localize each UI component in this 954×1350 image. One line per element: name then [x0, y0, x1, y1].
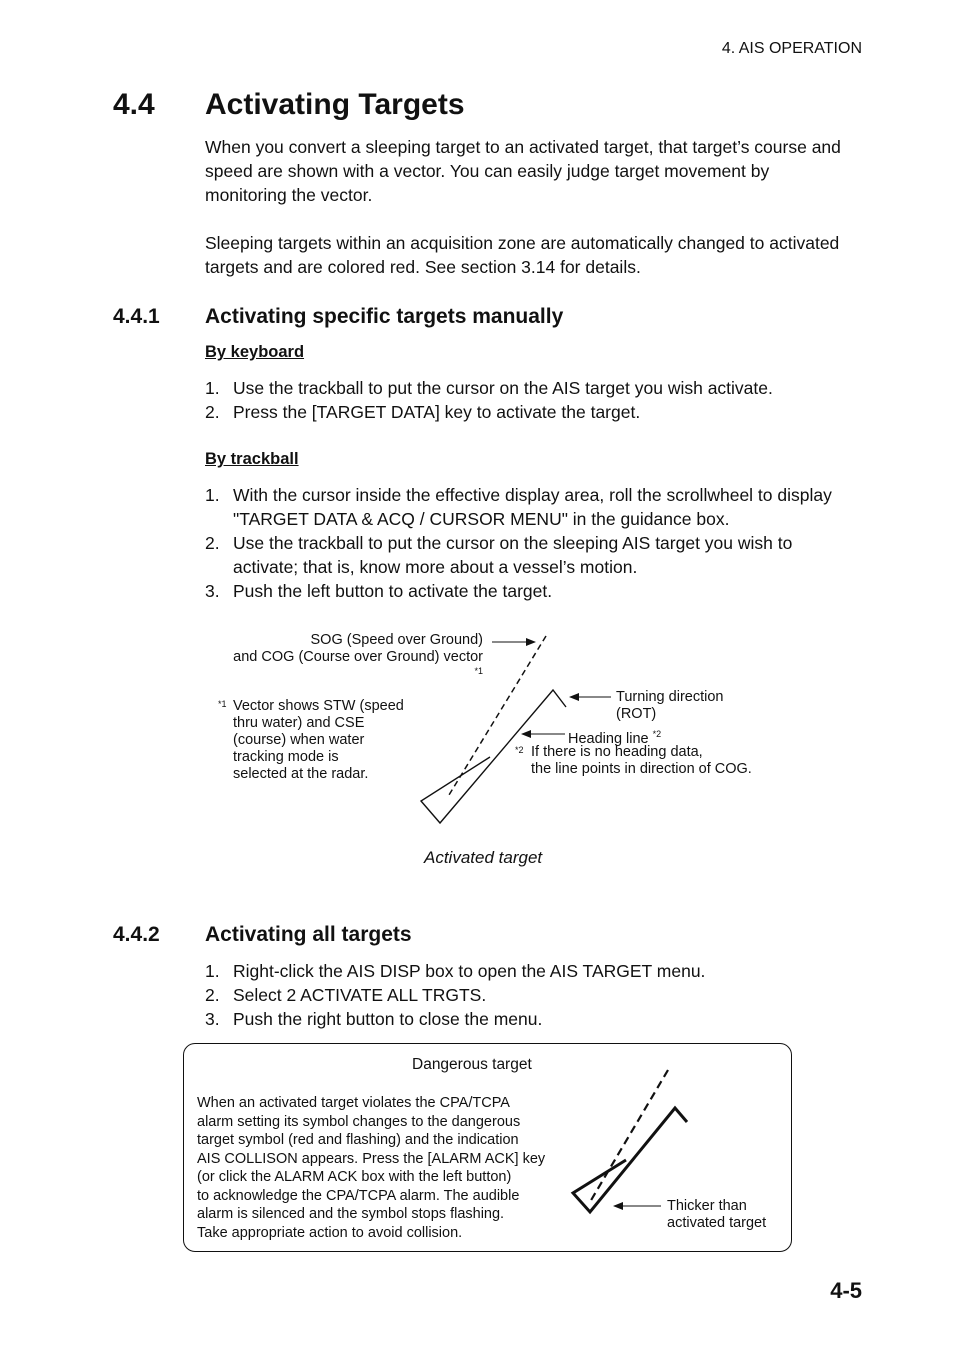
footnote-2-line1: If there is no heading data,: [531, 744, 703, 760]
danger-line: AIS COLLISON appears. Press the [ALARM ACK] key: [197, 1150, 546, 1167]
section-number: 4.4: [113, 88, 155, 121]
turning-label-line1: Turning direction: [616, 689, 724, 705]
dangerous-target-diagram: [0, 1040, 954, 1260]
danger-box-title: Dangerous target: [412, 1056, 532, 1073]
figure-caption: Activated target: [424, 848, 543, 867]
step-text: Press the [TARGET DATA] key to activate the target.: [233, 402, 641, 422]
danger-line: Take appropriate action to avoid collision.: [197, 1224, 463, 1241]
turning-label-line2: (ROT): [616, 706, 657, 722]
list-item: 1. Right-click the AIS DISP box to open the AIS TARGET menu.: [205, 961, 706, 981]
dangerous-target-symbol: [573, 1108, 687, 1212]
heading-footnote-ref: *2: [652, 729, 662, 739]
footnote-1-line: Vector shows STW (speed: [233, 698, 404, 714]
footnote-1-line: selected at the radar.: [233, 766, 369, 782]
step-text: Push the left button to activate the target.: [233, 581, 553, 601]
running-head: 4. AIS OPERATION: [721, 40, 862, 57]
subsection-1-number: 4.4.1: [113, 305, 160, 328]
by-keyboard-heading: By keyboard: [205, 343, 305, 361]
list-item: 2. Select 2 ACTIVATE ALL TRGTS.: [205, 985, 487, 1005]
footnote-2-line2: the line points in direction of COG.: [531, 761, 752, 777]
thicker-label-line1: Thicker than: [667, 1198, 747, 1214]
footnote-1-line: tracking mode is: [233, 749, 339, 765]
danger-line: alarm is silenced and the symbol stops flashing.: [197, 1206, 505, 1222]
thicker-label-line2: activated target: [667, 1215, 767, 1231]
subsection-1-title: Activating specific targets manually: [205, 305, 564, 328]
sog-label-line2: and COG (Course over Ground) vector: [233, 649, 483, 665]
danger-line: alarm setting its symbol changes to the dangerous: [197, 1113, 521, 1130]
step-text: Use the trackball to put the cursor on the AIS target you wish activate.: [233, 378, 773, 398]
list-item: 1. With the cursor inside the effective display area, roll the scrollwheel to display "TARGET DATA & ACQ / CURSOR MENU" in the guidance box.: [205, 483, 855, 531]
list-item: 3. Push the right button to close the menu.: [205, 1009, 543, 1029]
sog-label-line1: SOG (Speed over Ground): [310, 632, 483, 648]
footnote-1-line: (course) when water: [233, 732, 365, 748]
intro-paragraph-1: When you convert a sleeping target to an activated target, that target’s course and speed are shown with a vector. You can easily judge target movement by monitoring the vector.: [205, 137, 841, 205]
step-text: Push the right button to close the menu.: [233, 1009, 543, 1029]
danger-vector-line: [590, 1070, 668, 1202]
danger-line: to acknowledge the CPA/TCPA alarm. The audible: [197, 1187, 520, 1204]
footnote-1-line: thru water) and CSE: [233, 715, 365, 731]
list-item: 3. Push the left button to activate the target.: [205, 581, 553, 601]
list-item: 1. Use the trackball to put the cursor on the AIS target you wish activate.: [205, 378, 773, 398]
subsection-2-title: Activating all targets: [205, 923, 412, 946]
danger-line: target symbol (red and flashing) and the indication: [197, 1132, 519, 1148]
danger-line: (or click the ALARM ACK box with the left button): [197, 1169, 512, 1185]
heading-line-text: Heading line: [568, 730, 649, 747]
by-trackball-heading: By trackball: [205, 450, 299, 468]
activate-all-steps: [205, 959, 855, 1031]
step-text: Use the trackball to put the cursor on the sleeping AIS target you wish to activate; that is, know more about a vessel’s motion.: [233, 533, 793, 577]
step-text: Select 2 ACTIVATE ALL TRGTS.: [233, 985, 487, 1005]
danger-line: When an activated target violates the CPA/TCPA: [197, 1095, 510, 1111]
target-symbol: [421, 690, 566, 823]
step-text: With the cursor inside the effective display area, roll the scrollwheel to display "TARGET DATA & ACQ / CURSOR MENU" in the guidance box.: [233, 485, 832, 529]
footnote-1-mark: *1: [218, 699, 227, 709]
subsection-2-number: 4.4.2: [113, 923, 160, 946]
footnote-2-mark: *2: [515, 745, 524, 755]
list-item: 2. Use the trackball to put the cursor on the sleeping AIS target you wish to activate; that is, know more about a vessel’s motion.: [205, 531, 855, 579]
section-title: Activating Targets: [205, 88, 465, 121]
step-text: Right-click the AIS DISP box to open the AIS TARGET menu.: [233, 961, 706, 981]
sog-footnote-ref: *1: [474, 666, 483, 676]
intro-paragraph-2: Sleeping targets within an acquisition zone are automatically changed to activated targets and are colored red. See section 3.14 for details.: [205, 233, 840, 277]
list-item: 2. Press the [TARGET DATA] key to activate the target.: [205, 402, 641, 422]
page-number: 4-5: [830, 1278, 862, 1303]
